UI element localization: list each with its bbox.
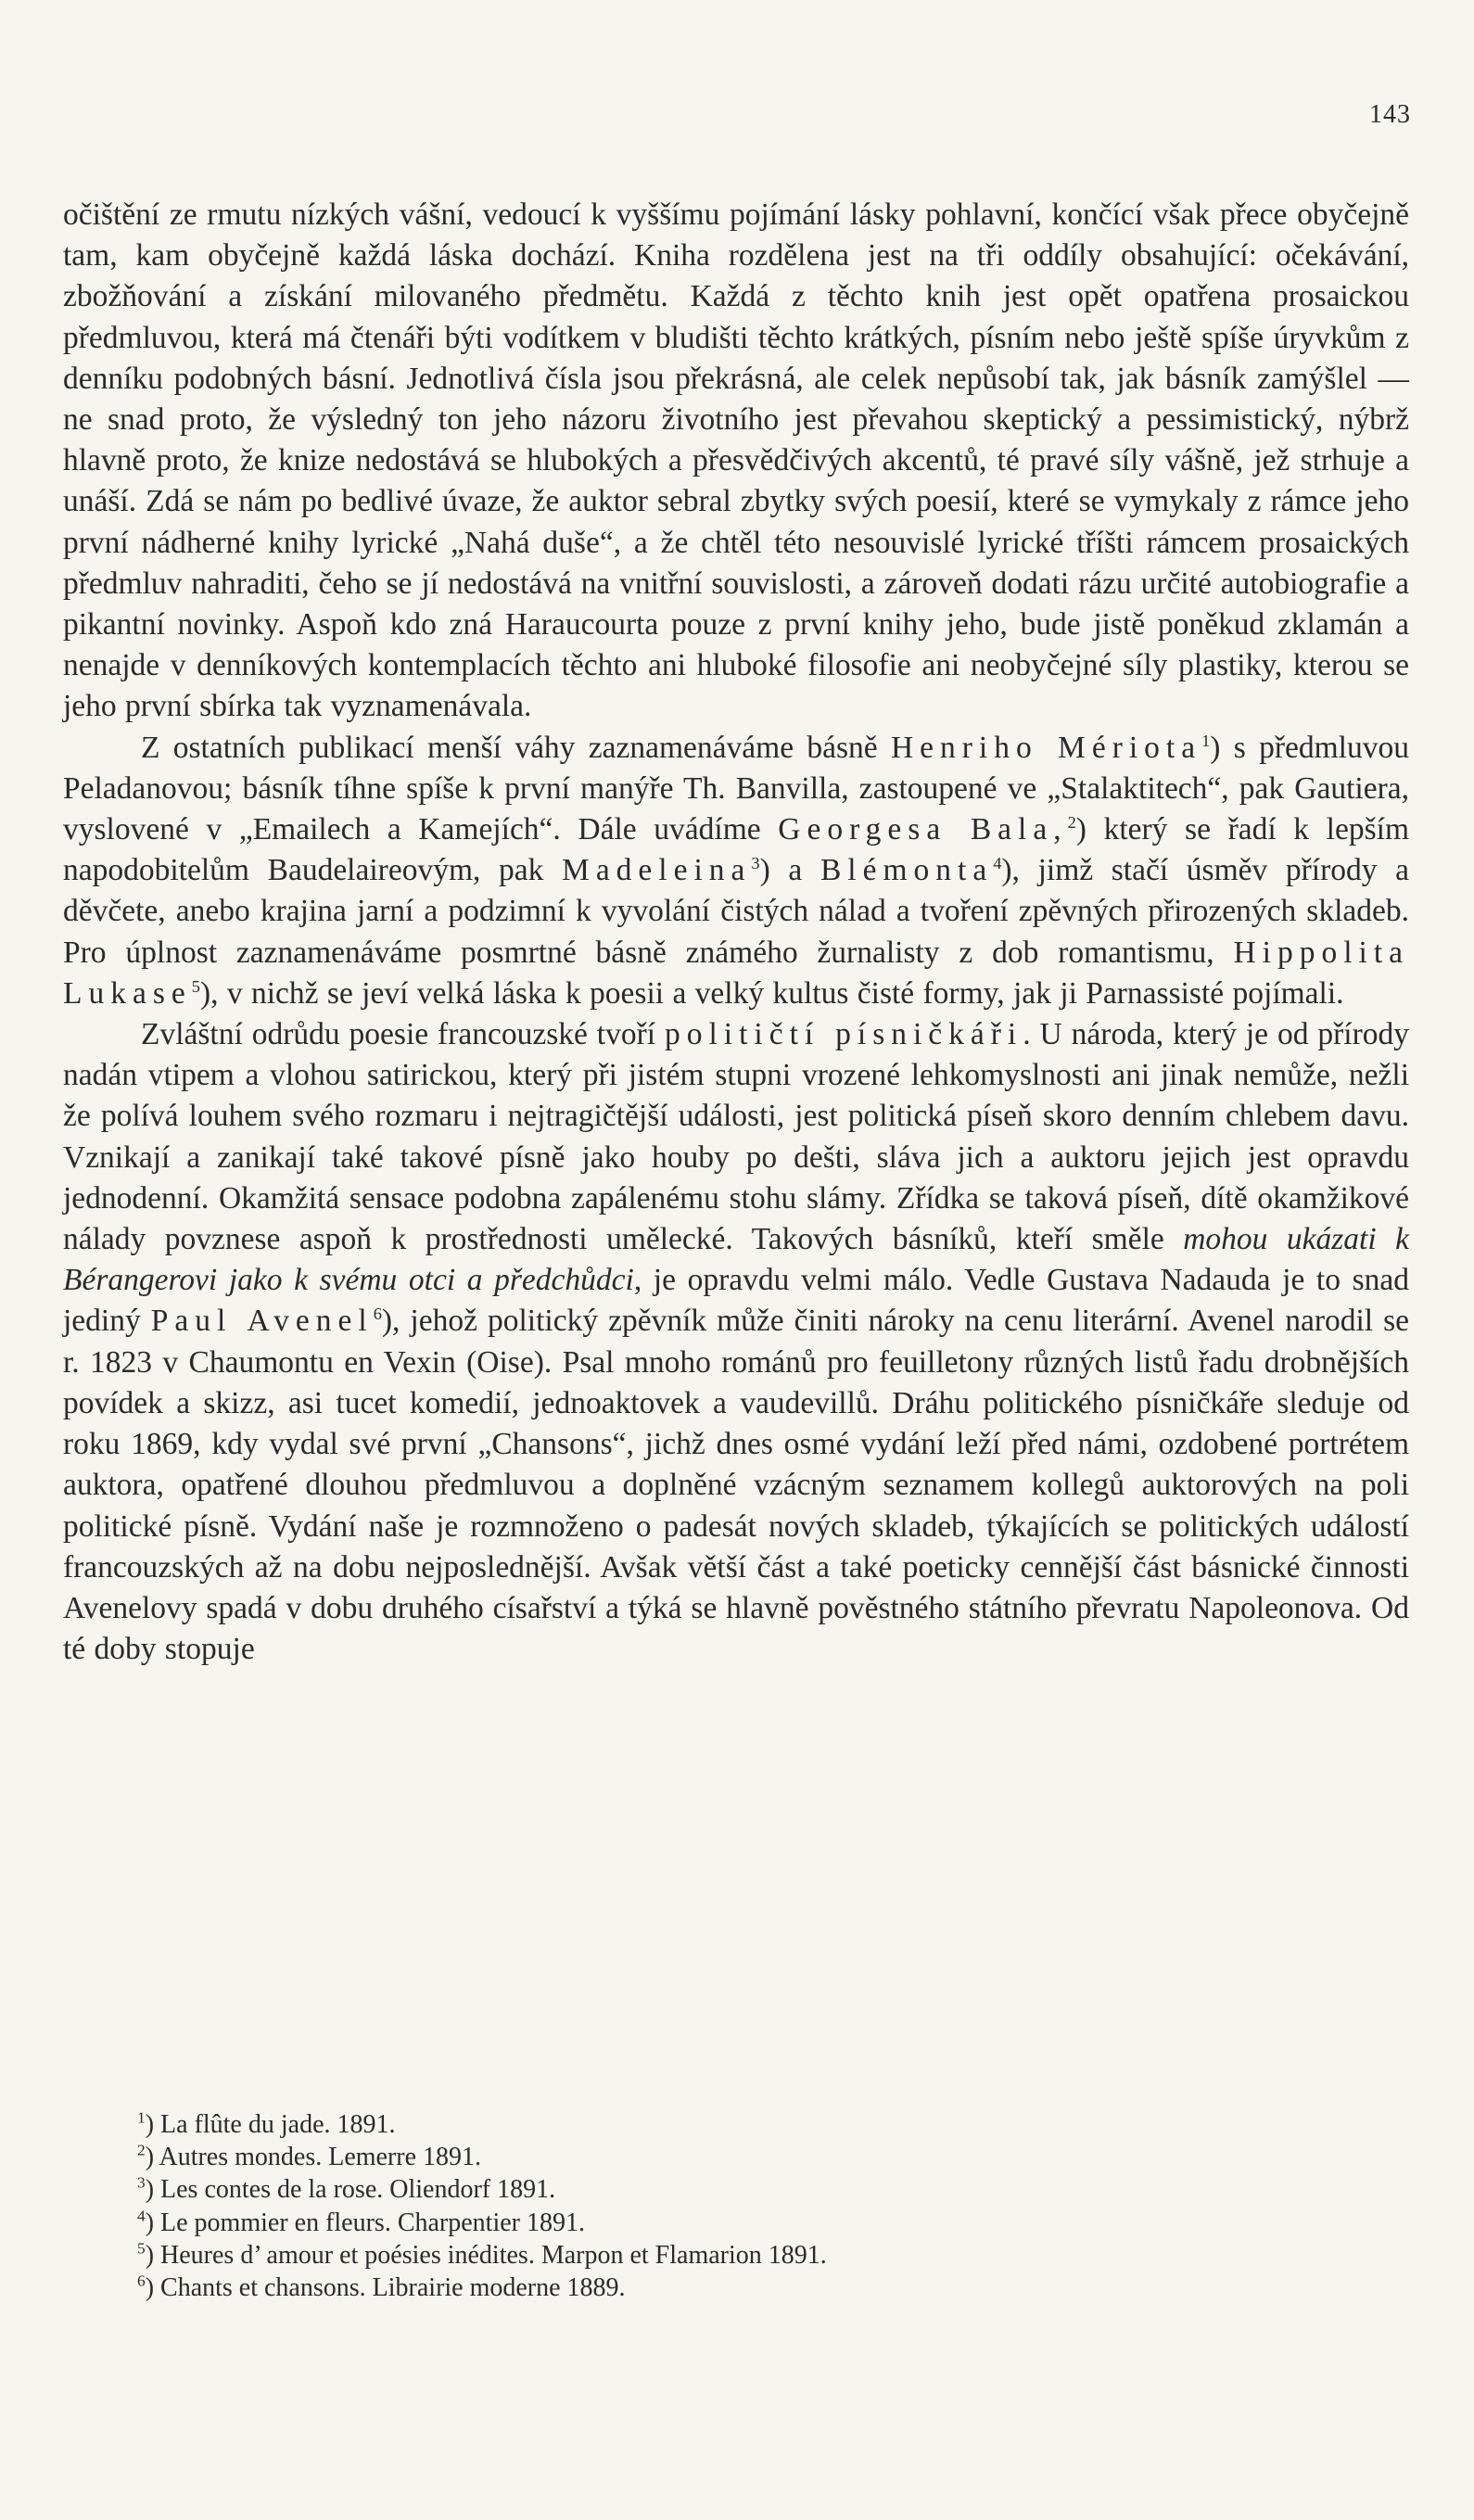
text-run: ), jehož politický zpěvník může činiti nároky na cenu literární. Avenel narodil se r. 1823 v Chaumontu en Vexin (Oise). Psal mnoho románů pro feuilletony různých listů řadu drobnějších povídek a skizz, asi tucet komedií, jednoaktovek a vaudevillů. Dráhu politického písničkáře sleduje od roku 1869, kdy vydal své první „Chansons“, jichž dnes osmé vydání leží před námi, ozdobené portrétem auktora, opatřené dlouhou předmluvou a doplněné vzácným seznamem kollegů auktorových na poli politické písně. Vydání naše je rozmnoženo o padesát nových skladeb, týkajících se politických událostí francouzských až na dobu nejposlednější. Avšak větší část a také poeticky cennější část básnické činnosti Avenelovy spadá v dobu druhého císařství a týká se hlavně pověstného státního převratu Napoleonova. Od té doby stopuje [63,1304,1409,1667]
footnote-text: Heures d’ amour et poésies inédites. Marpon et Flamarion 1891. [160,2240,827,2270]
footnote-mark: 1 [137,2108,146,2127]
italic-quote: mohou ukázati k Bérangerovi jako k svému otci a předchůdci [63,1222,1409,1298]
footnote-ref: 4 [993,854,1002,873]
footnote-mark: 2 [137,2141,146,2159]
author-name: Henriho Mériota [890,730,1202,765]
text-run: Zvláštní odrůdu poesie francouzské tvoří [141,1017,665,1052]
footnote-text: La flûte du jade. 1891. [160,2110,396,2139]
paragraph-3 [63,1014,1409,1670]
author-name: Madeleina [562,853,752,888]
emphasis-spaced: političtí písničkáři [665,1017,1023,1052]
body-text [63,195,1409,1670]
paragraph-2 [63,728,1409,1014]
text-run: , je opravdu velmi málo. Vedle Gustava Nadauda je to snad jediný [63,1263,1410,1339]
footnote-mark: 3 [137,2174,146,2193]
footnote: $^2$) Autres mondes. Lemerre 1891. [137,2141,482,2172]
footnote-text: Chants et chansons. Librairie moderne 1889. [160,2273,626,2303]
footnote-ref: 1 [1201,731,1211,750]
text-run: ), v nichž se jeví velká láska k poesii a velký kultus čisté formy, jak ji Parnassisté pojímali. [199,975,1344,1011]
footnote-ref: 6 [373,1305,382,1324]
footnote: $^5$) Heures d’ amour et poésies inédites. Marpon et Flamarion 1891. [137,2239,827,2270]
footnote-mark: 5 [137,2239,146,2258]
footnote: $^3$) Les contes de la rose. Oliendorf 1891. [137,2174,556,2205]
footnote-mark: 4 [137,2207,146,2225]
author-name: Georgesa Bala, [778,812,1068,847]
text-run: ), jimž stačí úsměv přírody a děvčete, anebo krajina jarní a podzimní k vyvolání čistých nálad a tvoření zpěvných přirozených skladeb. Pro úplnost zaznamenáváme posmrtné básně známého žurnalisty z dob romantismu, [63,853,1410,970]
author-name: Paul Avenel [150,1304,374,1339]
footnote-ref: 2 [1067,812,1076,832]
text-run: ) s předmluvou Peladanovou; básník tíhne spíše k první manýře Th. Banvilla, zastoupené ve „Stalaktitech“, pak Gautiera, vyslovené v „Emailech a Kamejích“. Dále uvádíme [63,730,1409,847]
author-name: Blémonta [820,853,994,888]
footnote-text: Autres mondes. Lemerre 1891. [159,2143,482,2172]
footnote: $^4$) Le pommier en fleurs. Charpentier 1891. [137,2207,585,2237]
page-number: 143 [1369,100,1411,129]
author-name: Hippolita Lukase [63,935,1409,1011]
footnote-ref: 5 [191,976,200,996]
footnote-mark: 6 [137,2272,146,2290]
text-run: ) který se řadí k lepším napodobitelům Baudelaireovým, pak [63,812,1410,888]
footnote: $^6$) Chants et chansons. Librairie moderne 1889. [137,2272,626,2303]
paragraph-1: očištění ze rmutu nízkých vášní, vedoucí k vyššímu pojímání lásky pohlavní, končící však přece obyčejně tam, kam obyčejně každá láska dochází. Kniha rozdělena jest na tři oddíly obsahující: očekávání, zbožňování a získání milovaného předmětu. Každá z těchto knih jest opět opatřena prosaickou předmluvou, která má čtenáři býti vodítkem v bludišti těchto krátkých, písním nebo ještě spíše úryvkům z denníku podobných básní. Jednotlivá čísla jsou překrásná, ale celek nepůsobí tak, jak básník zamýšlel — ne snad proto, že výsledný ton jeho názoru životního jest převahou skeptický a pessimistický, nýbrž hlavně proto, že knize nedostává se hlubokých a přesvědčivých akcentů, té pravé síly vášně, jež strhuje a unáší. Zdá se nám po bedlivé úvaze, že auktor sebral zbytky svých poesií, které se vymykaly z rámce jeho první nádherné knihy lyrické „Nahá duše“, a že chtěl této nesouvislé lyrické tříšti rámcem prosaických předmluv nahraditi, čeho se jí nedostává na vnitřní souvislosti, a zároveň dodati rázu určité autobiografie a pikantní novinky. Aspoň kdo zná Haraucourta pouze z první knihy jeho, bude jistě poněkud zklamán a nenajde v denníkových kontemplacích těchto ani hluboké filosofie ani neobyčejné síly plastiky, kterou se jeho první sbírka tak vyznamenávala. [63,197,1409,724]
text-run: ) a [759,853,820,888]
text-run: Z ostatních publikací menší váhy zaznamenáváme básně [141,730,891,765]
footnote-text: Le pommier en fleurs. Charpentier 1891. [160,2208,585,2237]
footnote-text: Les contes de la rose. Oliendorf 1891. [160,2175,556,2205]
footnote-ref: 3 [751,854,760,873]
footnotes [137,2108,1250,2304]
footnote: $^1$) La flûte du jade. 1891. [137,2108,396,2139]
text-run: . U národa, který je od přírody nadán vtipem a vlohou satirickou, který při jistém stupni vrozené lehkomyslnosti ani jinak nemůže, nežli že polívá louhem svého rozmaru i nejtragičtější události, jest politická píseň skoro denním chlebem davu. Vznikají a zanikají také takové písně jako houby po dešti, sláva jich a auktoru jejich jest opravdu jednodenní. Okamžitá sensace podobna zapálenému stohu slámy. Zřídka se taková píseň, dítě okamžikové nálady povznese aspoň k prostřednosti umělecké. Takových básníků, kteří směle [63,1017,1410,1257]
